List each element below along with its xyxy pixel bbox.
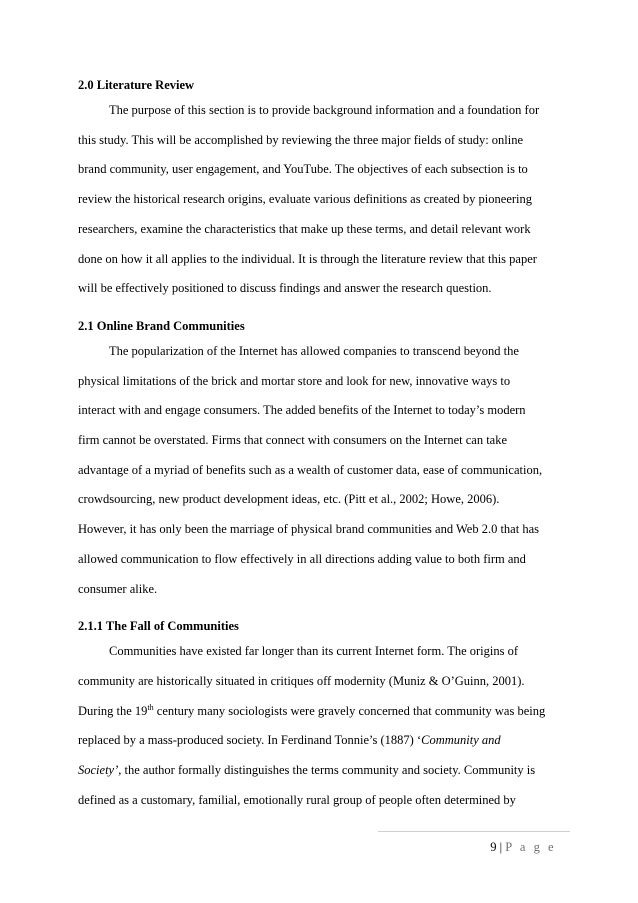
text-line: Communities have existed far longer than its current Internet form. The origins of <box>109 644 519 659</box>
text-line: researchers, examine the characteristics that make up these terms, and detail relevant work <box>78 221 531 236</box>
text-line <box>47 697 568 727</box>
text-line: firm cannot be overstated. Firms that connect with consumers on the Internet can take <box>78 433 508 448</box>
text-line: The popularization of the Internet has allowed companies to transcend beyond the <box>109 343 519 358</box>
document-body <box>78 74 568 815</box>
text-line: consumer alike. <box>78 581 158 596</box>
text-line: community are historically situated in critiques off modernity (Muniz & O’Guinn, 2001). <box>78 673 525 688</box>
section-heading-online-brand-communities: 2.1 Online Brand Communities <box>78 318 245 333</box>
paragraph-literature-review <box>78 96 568 304</box>
section-heading-literature-review: 2.0 Literature Review <box>78 78 195 92</box>
page-label: P a g e <box>505 840 556 854</box>
footer-divider <box>378 831 570 832</box>
text-fragment: , the author formally distinguishes the terms community and society. Community is <box>118 763 536 778</box>
italic-book-title: Society’ <box>78 763 119 778</box>
text-fragment: During the 19 <box>78 703 148 718</box>
superscript-ordinal: th <box>147 702 154 712</box>
text-line: this study. This will be accomplished by reviewing the three major fields of study: online <box>78 132 524 147</box>
text-line: interact with and engage consumers. The added benefits of the Internet to today’s modern <box>78 403 526 418</box>
text-line: advantage of a myriad of benefits such as a wealth of customer data, ease of communication, <box>78 462 543 477</box>
text-line: review the historical research origins, evaluate various definitions as created by pioneering <box>78 192 532 207</box>
text-line: crowdsourcing, new product development ideas, etc. (Pitt et al., 2002; Howe, 2006). <box>78 492 500 507</box>
footer-separator: | <box>499 840 503 854</box>
text-fragment: century many sociologists were gravely concerned that community was being <box>153 703 546 718</box>
text-line: However, it has only been the marriage of physical brand communities and Web 2.0 that has <box>78 522 539 537</box>
paragraph-online-brand-communities <box>78 337 568 604</box>
text-line: brand community, user engagement, and YouTube. The objectives of each subsection is to <box>78 162 528 177</box>
text-fragment: replaced by a mass-produced society. In Ferdinand Tonnie’s (1887) ‘ <box>78 733 422 748</box>
text-line: physical limitations of the brick and mortar store and look for new, innovative ways to <box>78 373 511 388</box>
text-line <box>47 756 568 786</box>
text-line: allowed communication to flow effectively in all directions adding value to both firm and <box>78 551 526 566</box>
text-line <box>47 726 568 756</box>
text-line: The purpose of this section is to provide background information and a foundation for <box>109 103 540 117</box>
italic-book-title: Community and <box>421 733 501 748</box>
section-heading-fall-of-communities: 2.1.1 The Fall of Communities <box>78 619 239 634</box>
page-footer <box>490 840 556 855</box>
text-line: done on how it all applies to the individual. It is through the literature review that this paper <box>78 251 537 266</box>
page-number: 9 <box>490 840 497 854</box>
text-line: will be effectively positioned to discuss findings and answer the research question. <box>78 281 492 296</box>
text-line: defined as a customary, familial, emotionally rural group of people often determined by <box>78 792 516 807</box>
paragraph-fall-of-communities <box>78 637 568 815</box>
